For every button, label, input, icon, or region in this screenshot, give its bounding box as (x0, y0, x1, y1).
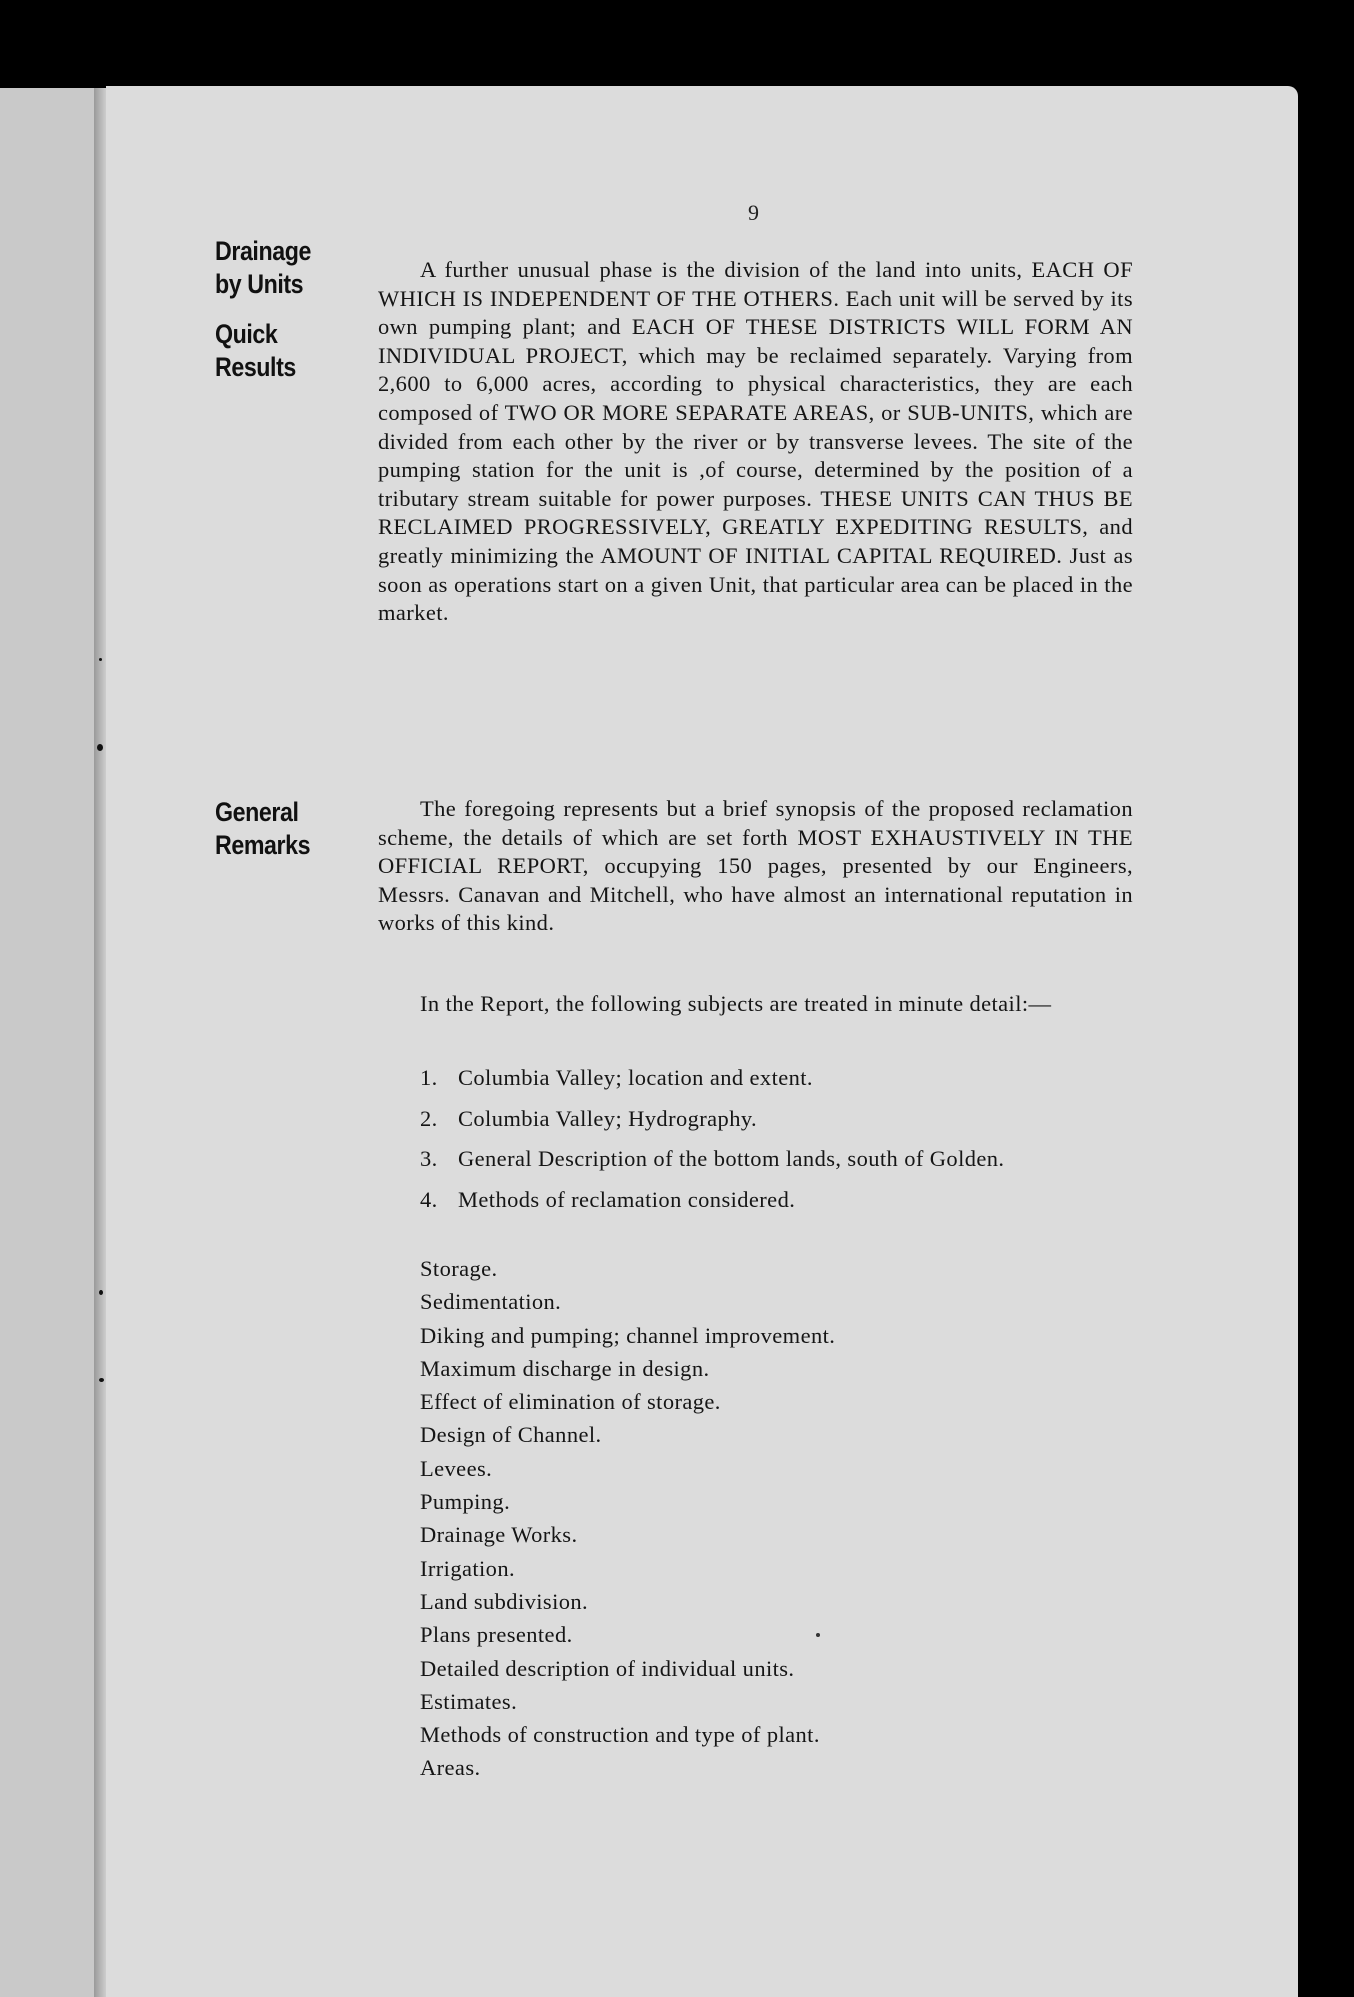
report-subjects-list (378, 1252, 1133, 1785)
list-item: Levees. (420, 1455, 493, 1481)
list-item: Pumping. (420, 1489, 511, 1515)
side-heading-line: Drainage (215, 236, 311, 266)
list-item: Diking and pumping; channel improvement. (420, 1322, 836, 1348)
margin-speck (99, 1290, 103, 1295)
margin-speck (99, 1378, 104, 1382)
margin-speck (99, 658, 102, 661)
page-number: 9 (748, 200, 759, 225)
list-item: Detailed description of individual units. (420, 1655, 795, 1681)
list-item: Design of Channel. (420, 1422, 602, 1448)
list-item: Effect of elimination of storage. (420, 1389, 721, 1415)
report-numbered-list (378, 1064, 1133, 1226)
list-item: Sedimentation. (420, 1289, 562, 1315)
general-remarks-paragraph: The foregoing represents but a brief synopsis of the proposed reclamation scheme, the details of which are set forth MOST EXHAUSTIVELY IN THE OFFICIAL REPORT, occupying 150 pages, presented by our Engineers, Messrs. Canavan and Mitchell, who have almost an international reputation in works of this kind. (378, 796, 1133, 936)
side-heading-line: Remarks (215, 830, 311, 860)
list-item: 3. General Description of the bottom lands, south of Golden. (420, 1146, 1005, 1172)
side-heading-quick-results (215, 318, 296, 384)
stray-dot (816, 1633, 820, 1637)
side-heading-line: General (215, 797, 299, 827)
side-heading-general-remarks (215, 796, 310, 862)
drainage-by-units-paragraph: A further unusual phase is the division of the land into units, EACH OF WHICH IS INDEPENDENT OF THE OTHERS. Each unit will be served by its own pumping plant; and EACH OF THESE DISTRICTS WILL FORM AN INDIVIDUAL PROJECT, which may be reclaimed separately. Varying from 2,600 to 6,000 acres, according to physical characteristics, they are each composed of TWO OR MORE SEPARATE AREAS, or SUB-UNITS, which are divided from each other by the river or by transverse levees. The site of the pumping station for the unit is ,of course, determined by the position of a tributary stream suitable for power purposes. THESE UNITS CAN THUS BE RECLAIMED PROGRESSIVELY, GREATLY EXPEDITING RESULTS, and greatly minimizing the AMOUNT OF INITIAL CAPITAL REQUIRED. Just as soon as operations start on a given Unit, that particular area can be placed in the market. (378, 257, 1133, 626)
list-item: 2. Columbia Valley; Hydrography. (420, 1105, 758, 1131)
list-item: Land subdivision. (420, 1588, 589, 1614)
report-intro-paragraph: In the Report, the following subjects are treated in minute detail:— (420, 991, 1052, 1016)
side-heading-line: by Units (215, 269, 304, 299)
facing-page-edge (0, 88, 100, 1997)
list-item: Areas. (420, 1755, 481, 1781)
list-item: Storage. (420, 1256, 498, 1281)
list-item: Methods of construction and type of plant. (420, 1722, 820, 1748)
list-item: 4. Methods of reclamation considered. (420, 1186, 796, 1212)
side-heading-drainage-by-units (215, 235, 311, 301)
list-item: Maximum discharge in design. (420, 1355, 710, 1381)
list-item: Plans presented. (420, 1622, 573, 1648)
margin-speck (97, 744, 103, 751)
list-item: Irrigation. (420, 1555, 515, 1581)
list-item: 1. Columbia Valley; location and extent. (420, 1065, 813, 1090)
list-item: Drainage Works. (420, 1522, 578, 1548)
side-heading-line: Quick (215, 319, 278, 349)
list-item: Estimates. (420, 1688, 518, 1714)
side-heading-line: Results (215, 352, 296, 382)
